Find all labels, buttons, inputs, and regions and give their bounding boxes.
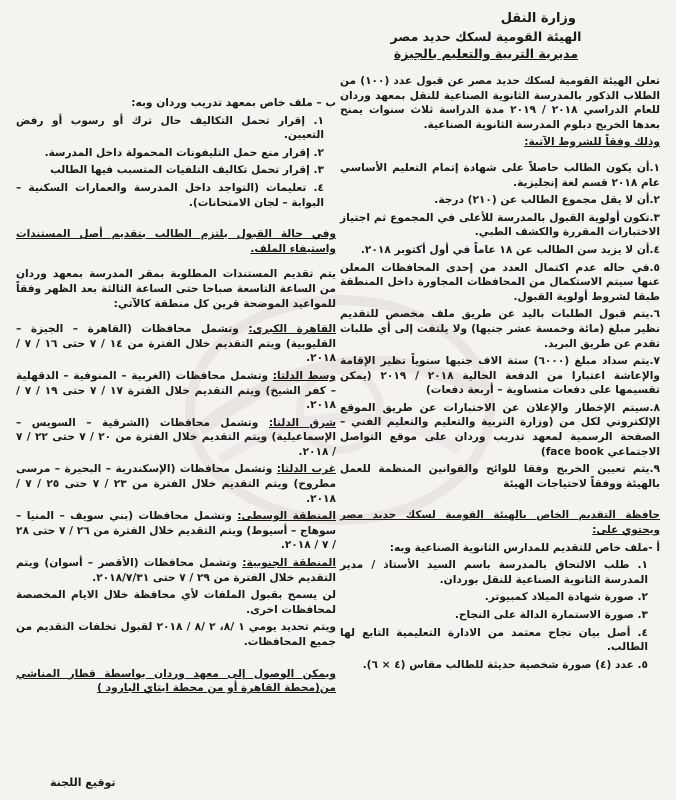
region-entry — [16, 509, 336, 553]
region-text: وتشمل محافظات (الشرقية – السويس – الإسماعيلية) ويتم التقديم خلال الفترة من ٢٠ / ٧ حتى ٢٢ / ٧ / ٢٠١٨. — [16, 416, 337, 458]
acceptance-title: وفي حالة القبول يلتزم الطالب بتقديم أصل المستندات واستيفاء الملف. — [16, 228, 336, 255]
condition-item: ٢.أن لا يقل مجموع الطالب عن (٢١٠) درجة. — [434, 194, 660, 207]
folder-item: ١. طلب الالتحاق بالمدرسة باسم السيد الأستاذ / مدير المدرسة الثانوية الصناعية للنقل بوردان. — [340, 559, 648, 586]
region-text: وتشمل محافظات (الإسكندرية – البحيرة – مرسى مطروح) ويتم التقديم خلال الفترة من ٢٣ / ٧ حتى ٢٥ / ٧ / ٢٠١٨. — [16, 463, 337, 505]
region-text: وتشمل محافظات (بني سويف – المنيا – سوهاج – أسيوط) ويتم التقديم خلال الفترة من ٢٦ / ٧ حتى ٢٨ / ٧ / ٢٠١٨. — [16, 510, 336, 552]
no-other-governorate-note: لن يسمح بقبول الملفات لأي محافظة خلال الايام المخصصة لمحافظات اخرى. — [16, 589, 336, 616]
folder-title: حافظة التقديم الخاص بالهيئة القومية لسكك حديد مصر ويحتوي على: — [340, 509, 660, 537]
condition-item: ١.أن يكون الطالب حاصلاً على شهادة إتمام التعليم الأساسي عام ٢٠١٨ قسم لغة إنجليزية. — [340, 161, 660, 189]
condition-item: ٩.يتم تعيين الخريج وفقا للوائح والقوانين المنظمة للعمل بالهيئة ووفقاً لاحتياجات الهيئة — [340, 463, 660, 490]
region-name: شرق الدلتا: — [268, 416, 336, 429]
region-name: المنطقة الجنوبية: — [242, 557, 336, 570]
region-entry — [16, 556, 336, 585]
condition-item: ٦.يتم قبول الطلبات باليد عن طريق ملف مخصص للتقديم نظير مبلغ (مائة وخمسة عشر جنيها) ولا يلتفت إلى أي طلبات تقدم عن طريق البريد. — [340, 308, 660, 350]
condition-item: ٥.في حاله عدم اكتمال العدد من إحدى المحافظات المعلن عنها سيتم الاستكمال من المحافظات المجاورة داخل المنطقة طبقا لشروط أولوية القبول. — [340, 261, 660, 303]
ministry-name: وزارة النقل — [500, 11, 576, 26]
folder-item: ٣. صورة الاستمارة الدالة على النجاح. — [454, 609, 648, 621]
region-text: وتشمل محافظات (الغربية – المنوفية – الدقهلية – كفر الشيخ) ويتم التقديم خلال الفترة ١٧ / ٧ حتى ١٩ / ٧ / ٢٠١٨. — [16, 369, 337, 412]
directorate-name: مديرية التربية والتعليم بالجيزة — [393, 46, 579, 61]
region-entry — [16, 369, 336, 413]
file-b-title: ب – ملف خاص بمعهد تدريب وردان وبه: — [131, 97, 336, 109]
region-entry — [16, 416, 336, 460]
announcement-intro: تعلن الهيئة القومية لسكك حديد مصر عن قبول عدد (١٠٠) من الطلاب الذكور بالمدرسة الثانوية الصناعية للنقل بمعهد وردان للعام الدراسي ٢٠١٨ / ٢٠١٩ مدة الدراسة ثلاث سنوات يمنح بعدها الخريج دبلوم المدرسة الثانوية الصناعية. — [340, 75, 661, 131]
folder-item: ٢. صورة شهادة الميلاد كمبيوتر. — [484, 591, 648, 604]
committee-signature: توقيع اللجنة — [50, 776, 116, 789]
letterhead — [336, 10, 636, 62]
file-b-item: ١. إقرار تحمل التكاليف حال ترك أو رسوب أو رفض التعيين. — [16, 114, 324, 142]
region-name: المنطقة الوسطى: — [237, 510, 336, 523]
late-submission-days: ويتم تحديد يومي ١ /٨، ٢ /٨ / ٢٠١٨ لقبول تخلفات التقديم من جميع المحافظات. — [16, 621, 337, 648]
region-text: وتشمل محافظات (القاهرة – الجيزة – القليوبية) ويتم التقديم خلال الفترة من ١٤ / ٧ حتى ١٦ / ٧ / ٢٠١٨. — [16, 323, 337, 365]
region-name: غرب الدلتا: — [276, 463, 336, 476]
right-column — [340, 74, 660, 675]
region-text: وتشمل محافظات (الأقصر – أسوان) ويتم التقديم خلال الفترة من ٢٩ / ٧ حتى ٢٠١٨/٧/٣١. — [16, 557, 336, 584]
condition-item: ٨.سيتم الإخطار والإعلان عن الاختبارات عن طريق الموقع الإلكتروني لكل من (وزارة التربية والتعليم والتعليم الفني – الصفحة الرسمية لمعهد تدريب وردان على موقع التواصل الاجتماعي face book) — [340, 401, 660, 458]
conditions-title: وذلك وفقاً للشروط الآتية: — [524, 136, 660, 149]
transport-note: ويمكن الوصول إلى معهد وردان بواسطة قطار المناشي من(محطة القاهرة أو من محطة ايتاي البارود ) — [16, 667, 336, 695]
folder-a-title: أ -ملف خاص للتقديم للمدارس الثانوية الصناعية وبه: — [389, 541, 660, 554]
left-column — [16, 96, 336, 699]
region-name: وسط الدلتا: — [272, 369, 336, 382]
authority-name: الهيئة القومية لسكك حديد مصر — [390, 29, 582, 44]
folder-item: ٤. أصل بيان نجاح معتمد من الادارة التعليمية التابع لها الطالب. — [340, 626, 648, 654]
region-name: القاهرة الكبرى: — [248, 323, 336, 336]
file-b-item: ٤. تعليمات (التواجد داخل المدرسة والعمارات السكنية – البوابة – لجان الامتحانات). — [16, 181, 324, 209]
condition-item: ٧.يتم سداد مبلغ (٦٠٠٠) ستة الاف جنيها سنوياً نظير الإقامة والإعاشة اعتبارا من الدفعة الحالية ٢٠١٨ / ٢٠١٩ (يمكن تقسيمها على دفعات متساوية – أربعة دفعات) — [340, 355, 660, 397]
folder-item: ٥. عدد (٤) صورة شخصية حديثة للطالب مقاس (٤ × ٦). — [362, 658, 648, 671]
region-entry — [16, 322, 336, 366]
condition-item: ٤.أن لا يزيد سن الطالب عن ١٨ عاماً في أول أكتوبر ٢٠١٨. — [360, 243, 660, 256]
condition-item: ٣.تكون أولوية القبول بالمدرسة للأعلى في المجموع ثم اجتياز الاختبارات المقررة والكشف الطبي. — [340, 211, 660, 239]
file-b-item: ٣. إقرار تحمل تكاليف التلفيات المتسبب فيها الطالب — [50, 164, 324, 177]
submission-text: يتم تقديم المستندات المطلوبة بمقر المدرسة بمعهد وردان من الساعة التاسعة صباحا حتى الساعة الثالثة بعد الظهر وفقاً للمواعيد الموضحة قرين كل منطقة كالآتي: — [16, 268, 336, 310]
region-entry — [16, 462, 336, 506]
file-b-item: ٢. إقرار منع حمل التليفونات المحمولة داخل المدرسة. — [44, 146, 324, 159]
